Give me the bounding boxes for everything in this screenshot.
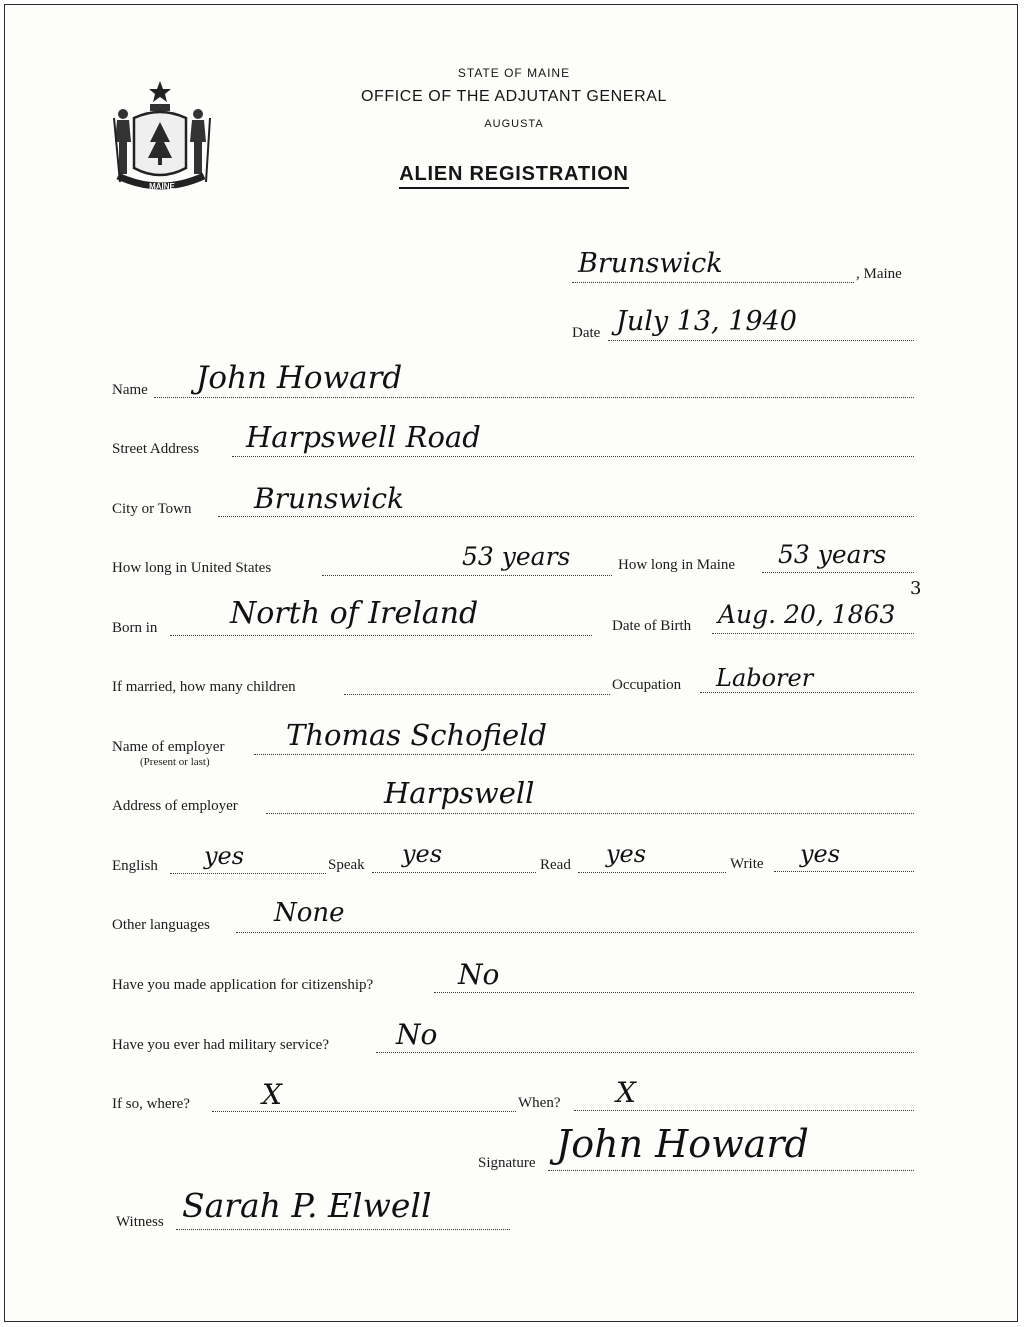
citizenship-value: No	[458, 958, 500, 991]
city-label: City or Town	[112, 501, 192, 517]
town-line	[572, 282, 854, 283]
occupation-line	[700, 692, 914, 693]
dob-label: Date of Birth	[612, 618, 692, 634]
english-label: English	[112, 858, 158, 874]
signature-label: Signature	[478, 1155, 536, 1171]
children-label: If married, how many children	[112, 679, 296, 695]
employer-address-label: Address of employer	[112, 798, 238, 814]
military-line	[376, 1052, 914, 1053]
form-sheet	[4, 4, 1018, 1322]
speak-label: Speak	[328, 857, 365, 873]
employer-sublabel: (Present or last)	[140, 756, 210, 768]
when-label: When?	[518, 1095, 561, 1111]
children-line	[344, 694, 610, 695]
us-years-label: How long in United States	[112, 560, 272, 576]
employer-label: Name of employer	[112, 739, 225, 755]
born-in-value: North of Ireland	[230, 596, 479, 631]
date-line	[608, 340, 914, 341]
header-office: OFFICE OF THE ADJUTANT GENERAL	[360, 88, 668, 105]
citizenship-label: Have you made application for citizenship?	[112, 977, 374, 993]
citizenship-line	[434, 992, 914, 993]
date-label: Date	[572, 325, 601, 341]
write-label: Write	[730, 856, 764, 872]
write-value: yes	[800, 840, 841, 868]
when-value: X	[616, 1076, 636, 1109]
seal-banner-text: MAINE	[149, 182, 175, 191]
signature-value: John Howard	[556, 1122, 809, 1166]
name-label: Name	[112, 382, 148, 398]
other-languages-label: Other languages	[112, 917, 210, 933]
dob-line	[712, 633, 914, 634]
read-label: Read	[540, 857, 571, 873]
maine-years-label: How long in Maine	[618, 557, 736, 573]
employer-line	[254, 754, 914, 755]
read-line	[578, 872, 726, 873]
us-years-line	[322, 575, 612, 576]
witness-label: Witness	[116, 1214, 164, 1230]
city-value: Brunswick	[254, 482, 404, 515]
write-line	[774, 871, 914, 872]
english-line	[170, 873, 326, 874]
where-label: If so, where?	[112, 1096, 190, 1112]
town-label: , Maine	[856, 266, 902, 282]
employer-address-value: Harpswell	[384, 776, 535, 810]
page-title-text: ALIEN REGISTRATION	[399, 163, 629, 189]
where-line	[212, 1111, 516, 1112]
date-value: July 13, 1940	[616, 306, 797, 337]
read-value: yes	[606, 840, 647, 868]
military-value: No	[396, 1018, 438, 1051]
born-in-label: Born in	[112, 620, 158, 636]
maine-years-value: 53 years	[778, 540, 887, 569]
english-value: yes	[204, 842, 245, 870]
name-line	[154, 397, 914, 398]
street-label: Street Address	[112, 441, 200, 457]
employer-address-line	[266, 813, 914, 814]
other-languages-line	[236, 932, 914, 933]
town-value: Brunswick	[578, 248, 723, 279]
us-years-value: 53 years	[462, 542, 571, 571]
signature-line	[548, 1170, 914, 1171]
city-line	[218, 516, 914, 517]
other-languages-value: None	[274, 898, 345, 928]
occupation-value: Laborer	[716, 664, 814, 692]
when-line	[574, 1110, 914, 1111]
employer-value: Thomas Schofield	[286, 718, 547, 752]
witness-line	[176, 1229, 510, 1230]
header-state: STATE OF MAINE	[457, 66, 571, 80]
speak-line	[372, 872, 536, 873]
maine-years-line	[762, 572, 914, 573]
name-value: John Howard	[196, 360, 403, 396]
military-label: Have you ever had military service?	[112, 1037, 329, 1053]
street-value: Harpswell Road	[246, 420, 481, 454]
where-value: X	[262, 1078, 282, 1111]
page-title	[2, 163, 1024, 186]
header-city: AUGUSTA	[484, 118, 544, 130]
dob-value: Aug. 20, 1863	[718, 600, 896, 629]
speak-value: yes	[402, 840, 443, 868]
witness-value: Sarah P. Elwell	[182, 1186, 432, 1225]
street-line	[232, 456, 914, 457]
born-in-line	[170, 635, 592, 636]
occupation-label: Occupation	[612, 677, 682, 693]
dob-correction: 3	[910, 578, 922, 599]
